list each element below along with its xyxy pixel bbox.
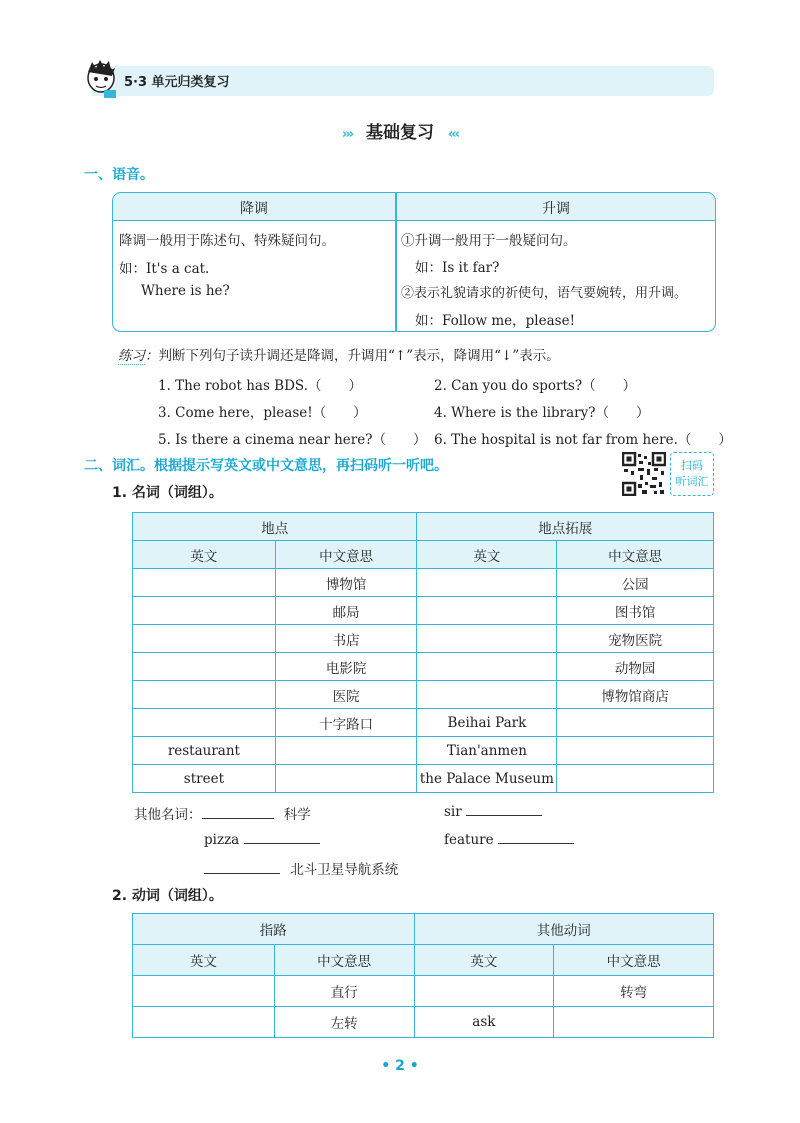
mascot-icon: [82, 58, 120, 98]
rising-tone-title: 升调: [542, 201, 570, 217]
rising-line-1: ①升调一般用于一般疑问句。: [401, 233, 577, 249]
table-cell: Beihai Park: [417, 709, 557, 737]
table-cell[interactable]: [133, 625, 276, 653]
verbs-heading: 2. 动词（词组）。: [112, 888, 223, 904]
table-row: [133, 737, 714, 765]
table-row: [133, 625, 714, 653]
phonetics-box: [112, 192, 716, 332]
table-cell: Tian'anmen: [417, 737, 557, 765]
verbs-group-header: 指路: [133, 914, 415, 945]
table-cell: 博物馆商店: [557, 681, 714, 709]
answer-blank[interactable]: [204, 861, 280, 874]
nouns-heading: 1. 名词（词组）。: [112, 485, 223, 501]
verbs-table: [132, 913, 714, 1038]
table-cell[interactable]: [414, 976, 554, 1007]
qr-code-icon[interactable]: [622, 452, 666, 496]
other-nouns-feature: feature: [444, 831, 574, 848]
rising-line-3: ②表示礼貌请求的祈使句，语气要婉转，用升调。: [401, 286, 688, 301]
header-title: 5·3 单元归类复习: [124, 75, 230, 90]
nouns-group-header: 地点拓展: [417, 513, 714, 541]
exercise-item-4: 4. Where is the library?（ ）: [434, 405, 650, 421]
table-cell[interactable]: [133, 681, 276, 709]
table-row: [133, 681, 714, 709]
other-nouns-beidou: 北斗卫星导航系统: [204, 858, 398, 878]
rising-line-2: 如：Is it far?: [415, 260, 500, 276]
table-row: [133, 1007, 714, 1038]
table-cell[interactable]: [557, 737, 714, 765]
answer-blank[interactable]: [202, 806, 274, 819]
rising-line-4: 如：Follow me，please!: [415, 313, 575, 329]
table-cell[interactable]: [133, 709, 276, 737]
exercise-item-5: 5. Is there a cinema near here?（ ）: [158, 432, 427, 448]
exercise-item-3: 3. Come here，please!（ ）: [158, 405, 367, 421]
table-cell: 图书馆: [557, 597, 714, 625]
answer-blank[interactable]: [498, 831, 574, 844]
table-cell: 书店: [275, 625, 417, 653]
table-cell[interactable]: [133, 597, 276, 625]
table-cell: 电影院: [275, 653, 417, 681]
other-nouns-label: 其他名词：: [134, 807, 202, 823]
exercise-instruction: 判断下列句子读升调还是降调，升调用“↑”表示，降调用“↓”表示。: [158, 348, 560, 364]
table-cell[interactable]: [133, 1007, 275, 1038]
right-chevrons-icon: ‹‹‹: [447, 127, 458, 142]
table-cell: 十字路口: [275, 709, 417, 737]
nouns-group-header: 地点: [133, 513, 417, 541]
table-cell: 左转: [274, 1007, 414, 1038]
table-cell[interactable]: [275, 737, 417, 765]
table-cell[interactable]: [417, 653, 557, 681]
exercise-item-1: 1. The robot has BDS.（ ）: [158, 378, 362, 394]
answer-blank[interactable]: [244, 831, 320, 844]
table-cell: restaurant: [133, 737, 276, 765]
nouns-table: [132, 512, 714, 793]
verbs-col-header: 中文意思: [554, 945, 714, 976]
verbs-group-header: 其他动词: [414, 914, 714, 945]
nouns-col-header: 英文: [133, 541, 276, 569]
table-cell: 公园: [557, 569, 714, 597]
table-cell[interactable]: [417, 625, 557, 653]
table-cell[interactable]: [554, 1007, 714, 1038]
table-cell[interactable]: [133, 569, 276, 597]
answer-blank[interactable]: [466, 803, 542, 816]
table-row: [133, 597, 714, 625]
table-cell: 转弯: [554, 976, 714, 1007]
table-cell[interactable]: [133, 653, 276, 681]
page-number: • 2 •: [381, 1058, 419, 1074]
table-row: [133, 709, 714, 737]
other-nouns-line-1: [134, 803, 311, 823]
table-row: [133, 976, 714, 1007]
table-cell[interactable]: [275, 765, 417, 793]
scan-label: 扫码 听词汇: [670, 452, 714, 496]
nouns-col-header: 中文意思: [557, 541, 714, 569]
table-cell: 博物馆: [275, 569, 417, 597]
exercise-item-2: 2. Can you do sports?（ ）: [434, 378, 637, 394]
section-title-text: 基础复习: [366, 123, 434, 143]
table-cell: 动物园: [557, 653, 714, 681]
table-row: [133, 765, 714, 793]
falling-line-2: 如：It's a cat.: [119, 261, 210, 277]
table-row: [133, 569, 714, 597]
table-cell: ask: [414, 1007, 554, 1038]
table-cell: 直行: [274, 976, 414, 1007]
part1-heading: 一、语音。: [84, 167, 154, 183]
falling-line-3: Where is he?: [141, 283, 230, 299]
table-cell: street: [133, 765, 276, 793]
table-cell[interactable]: [417, 597, 557, 625]
other-nouns-pizza: pizza: [204, 831, 320, 848]
verbs-col-header: 英文: [414, 945, 554, 976]
table-cell: 医院: [275, 681, 417, 709]
table-cell[interactable]: [557, 765, 714, 793]
part2-heading: 二、词汇。根据提示写英文或中文意思，再扫码听一听吧。: [84, 458, 448, 474]
table-cell[interactable]: [417, 569, 557, 597]
table-cell: the Palace Museum: [417, 765, 557, 793]
table-cell[interactable]: [417, 681, 557, 709]
word-science: 科学: [283, 807, 311, 823]
table-row: [133, 653, 714, 681]
left-chevrons-icon: ›››: [342, 127, 353, 142]
verbs-col-header: 中文意思: [274, 945, 414, 976]
exercise-label: 练习：判断下列句子读升调还是降调，升调用“↑”表示，降调用“↓”表示。: [118, 348, 560, 364]
nouns-col-header: 中文意思: [275, 541, 417, 569]
nouns-col-header: 英文: [417, 541, 557, 569]
verbs-col-header: 英文: [133, 945, 275, 976]
table-cell[interactable]: [133, 976, 275, 1007]
exercise-item-6: 6. The hospital is not far from here.（ ）: [434, 432, 732, 448]
other-nouns-sir: sir: [444, 803, 542, 820]
falling-tone-title: 降调: [240, 201, 268, 217]
table-cell: 邮局: [275, 597, 417, 625]
table-cell: 宠物医院: [557, 625, 714, 653]
section-title: [0, 118, 800, 143]
table-cell[interactable]: [557, 709, 714, 737]
falling-line-1: 降调一般用于陈述句、特殊疑问句。: [119, 233, 335, 249]
